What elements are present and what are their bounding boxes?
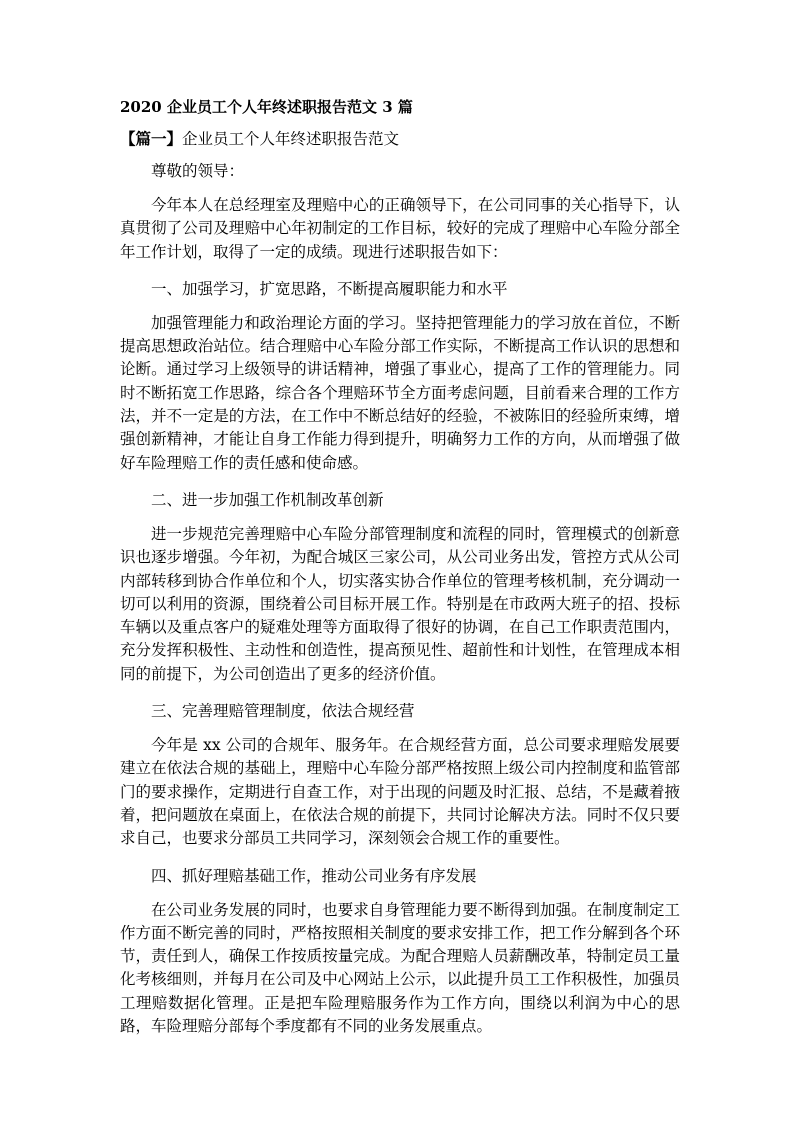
section-body-2: 进一步规范完善理赔中心车险分部管理制度和流程的同时，管理模式的创新意识也逐步增强。今年初，为配合城区三家公司，从公司业务出发，管控方式从公司内部转移到协合作单位和个人，切实落实协合作单位的管理考核机制，充分调动一切可以利用的资源，围绕着公司目标开展工作。特别是在市政两大班子的招、投标车辆以及重点客户的疑难处理等方面取得了很好的协调，在自己工作职责范围内，充分发挥积极性、主动性和创造性，提高预见性、超前性和计划性，在管理成本相同的前提下，为公司创造出了更多的经济价值。: [120, 524, 680, 683]
section-body-3: 今年是 xx 公司的合规年、服务年。在合规经营方面，总公司要求理赔发展要建立在依法合规的基础上，理赔中心车险分部严格按照上级公司内控制度和监管部门的要求操作，定期进行自查工作，对于出现的问题及时汇报、总结，不是藏着掖着，把问题放在桌面上，在依法合规的前提下，共同讨论解决方法。同时不仅只要求自己，也要求分部员工共同学习，深刻领会合规工作的重要性。: [120, 736, 680, 848]
section-body-4: 在公司业务发展的同时，也要求自身管理能力要不断得到加强。在制度制定工作方面不断完善的同时，严格按照相关制度的要求安排工作，把工作分解到各个环节，责任到人，确保工作按质按量完成。为配合理赔人员薪酬改革，特制定员工量化考核细则，并每月在公司及中心网站上公示，以此提升员工工作积极性，加强员工理赔数据化管理。正是把车险理赔服务作为工作方向，围绕以利润为中心的思路，车险理赔分部每个季度都有不同的业务发展重点。: [120, 900, 680, 1036]
document-page: [120, 96, 680, 1052]
section-heading-1: 一、加强学习，扩宽思路，不断提高履职能力和水平: [151, 279, 508, 298]
section-title: [120, 128, 680, 150]
section-label: 【篇一】: [120, 129, 183, 148]
salutation: 尊敬的领导：: [151, 162, 245, 180]
section-heading-2: 二、进一步加强工作机制改革创新: [151, 490, 384, 509]
section-heading-3: 三、完善理赔管理制度，依法合规经营: [151, 702, 415, 721]
section-title-text: 企业员工个人年终述职报告范文: [182, 130, 400, 148]
section-body-1: 加强管理能力和政治理论方面的学习。坚持把管理能力的学习放在首位，不断提高思想政治站位。结合理赔中心车险分部工作实际，不断提高工作认识的思想和论断。通过学习上级领导的讲话精神，增强了事业心，提高了工作的管理能力。同时不断拓宽工作思路，综合各个理赔环节全方面考虑问题，目前看来合理的工作方法，并不一定是的方法，在工作中不断总结好的经验，不被陈旧的经验所束缚，增强创新精神，才能让自身工作能力得到提升，明确努力工作的方向，从而增强了做好车险理赔工作的责任感和使命感。: [120, 313, 680, 472]
document-title: 2020 企业员工个人年终述职报告范文 3 篇: [120, 98, 413, 116]
section-heading-4: 四、抓好理赔基础工作，推动公司业务有序发展: [151, 866, 477, 885]
intro-paragraph: 今年本人在总经理室及理赔中心的正确领导下，在公司同事的关心指导下，认真贯彻了公司及理赔中心年初制定的工作目标，较好的完成了理赔中心车险分部全年工作计划，取得了一定的成绩。现进行述职报告如下：: [120, 196, 680, 261]
